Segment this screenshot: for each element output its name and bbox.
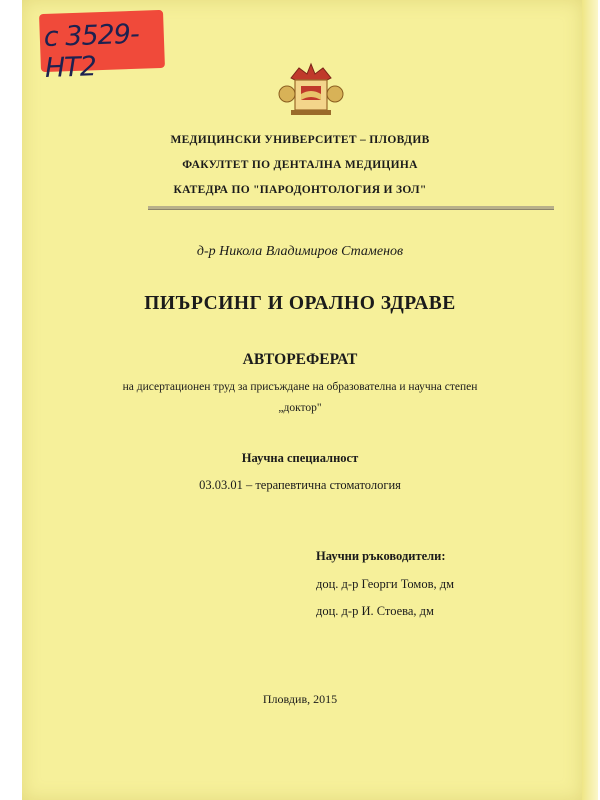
purpose-line-1: на дисертационен труд за присъждане на образователна и научна степен — [122, 381, 478, 393]
page-edge — [582, 0, 598, 800]
purpose-line-2: „доктор" — [278, 402, 322, 414]
document-type: АВТОРЕФЕРАТ — [242, 351, 358, 368]
department-name: КАТЕДРА ПО "ПАРОДОНТОЛОГИЯ И ЗОЛ" — [173, 184, 427, 196]
library-stamp — [39, 10, 165, 84]
supervisors-heading: Научни ръководители: — [316, 549, 446, 563]
supervisor-1: доц. д-р Георги Томов, дм — [316, 577, 455, 591]
author-name: д-р Никола Владимиров Стаменов — [196, 244, 404, 259]
specialty-heading: Научна специалност — [241, 451, 359, 465]
document-page — [22, 0, 582, 800]
stamp-code: с 3529-НТ2 — [43, 18, 140, 84]
supervisor-2: доц. д-р И. Стоева, дм — [316, 604, 434, 618]
university-name: МЕДИЦИНСКИ УНИВЕРСИТЕТ – ПЛОВДИВ — [170, 134, 430, 146]
place-year: Пловдив, 2015 — [262, 692, 338, 706]
faculty-name: ФАКУЛТЕТ ПО ДЕНТАЛНА МЕДИЦИНА — [182, 159, 418, 171]
header-divider — [148, 206, 554, 210]
document-title: ПИЪРСИНГ И ОРАЛНО ЗДРАВЕ — [144, 293, 456, 314]
specialty-value: 03.03.01 – терапевтична стоматология — [199, 478, 401, 492]
university-crest-icon — [277, 60, 345, 118]
